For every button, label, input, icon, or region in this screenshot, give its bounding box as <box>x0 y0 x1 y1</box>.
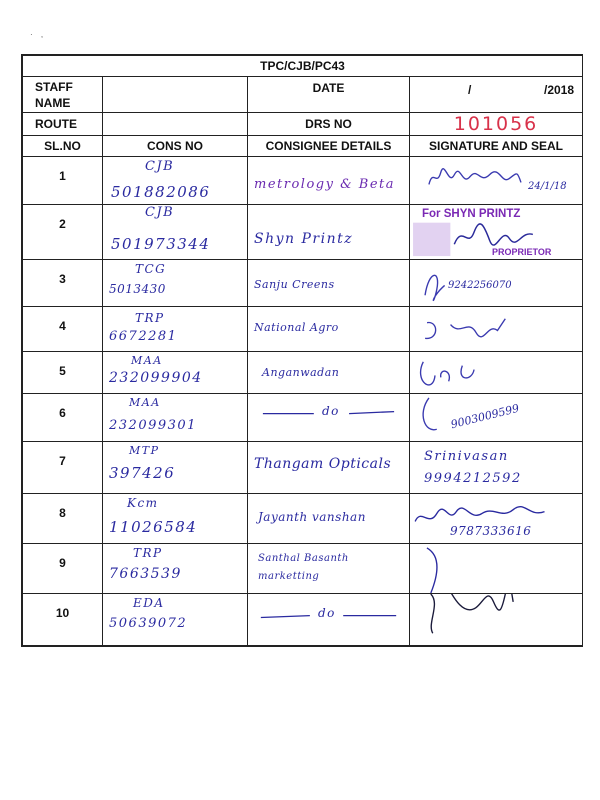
signature-cell[interactable] <box>410 394 583 442</box>
cons-number: 232099301 <box>109 418 197 433</box>
row-sl: 7 <box>23 442 103 494</box>
route-label: ROUTE <box>23 113 103 136</box>
date-value[interactable] <box>410 77 583 113</box>
delivery-run-sheet <box>21 54 583 647</box>
signature-cell[interactable] <box>410 352 583 394</box>
origin-code: MAA <box>131 354 163 367</box>
consignee-ditto: do <box>318 606 336 620</box>
col-consignee: CONSIGNEE DETAILS <box>248 136 410 157</box>
signature-scribble <box>410 307 582 351</box>
signature-cell[interactable] <box>410 157 583 205</box>
cons-cell[interactable] <box>103 442 248 494</box>
table-row <box>23 205 583 260</box>
row-sl: 10 <box>23 594 103 646</box>
consignee-name: Santhal Basanth marketting <box>258 553 349 582</box>
seal-company: For SHYN PRINTZ <box>422 208 521 220</box>
signature-cell[interactable] <box>410 205 583 260</box>
consignee-name: Sanju Creens <box>254 278 335 291</box>
date-year: /2018 <box>543 83 575 97</box>
table-row <box>23 442 583 494</box>
table-row <box>23 494 583 544</box>
origin-code: TRP <box>135 311 165 325</box>
row-sl: 6 <box>23 394 103 442</box>
table-row <box>23 260 583 307</box>
cons-number: 501973344 <box>111 235 211 253</box>
signature-cell[interactable] <box>410 442 583 494</box>
origin-code: TCG <box>135 262 167 276</box>
staff-row <box>23 77 583 113</box>
row-sl: 8 <box>23 494 103 544</box>
origin-code: CJB <box>145 205 175 220</box>
cons-number: 7663539 <box>109 566 182 582</box>
date-separator: / <box>468 83 472 97</box>
drs-label: DRS NO <box>248 113 410 136</box>
cons-number: 6672281 <box>109 329 178 344</box>
cons-cell[interactable] <box>103 352 248 394</box>
row-sl: 4 <box>23 307 103 352</box>
consignee-cell[interactable] <box>248 442 410 494</box>
staff-name-label: STAFF NAME <box>23 77 103 113</box>
consignee-cell[interactable] <box>248 157 410 205</box>
table-row <box>23 394 583 442</box>
route-value[interactable] <box>103 113 248 136</box>
table-row <box>23 594 583 646</box>
origin-code: MTP <box>129 444 160 457</box>
cons-cell[interactable] <box>103 157 248 205</box>
consignee-name: Thangam Opticals <box>254 456 392 472</box>
title-row <box>23 56 583 77</box>
signature-cell[interactable] <box>410 494 583 544</box>
signature-scribble <box>410 352 582 393</box>
consignee-name: Shyn Printz <box>254 231 354 247</box>
consignee-cell[interactable] <box>248 307 410 352</box>
date-label: DATE <box>248 77 410 113</box>
origin-code: MAA <box>129 396 161 409</box>
consignee-ditto: do <box>322 404 340 418</box>
cons-cell[interactable] <box>103 260 248 307</box>
col-sl-no: SL.NO <box>23 136 103 157</box>
origin-code: Kcm <box>127 496 159 510</box>
table-row <box>23 307 583 352</box>
consignee-cell[interactable] <box>248 394 410 442</box>
signature-cell[interactable] <box>410 307 583 352</box>
origin-code: TRP <box>133 546 163 560</box>
form-code: TPC/CJB/PC43 <box>23 56 583 77</box>
cons-cell[interactable] <box>103 394 248 442</box>
table-row <box>23 544 583 594</box>
signature-phone: 9003009599 <box>449 401 521 432</box>
consignee-cell[interactable] <box>248 260 410 307</box>
signature-cell[interactable] <box>410 544 583 594</box>
signature-phone: 9242256070 <box>448 280 512 291</box>
seal-title: PROPRIETOR <box>492 247 552 257</box>
sheet-table <box>22 55 583 646</box>
consignee-cell[interactable] <box>248 544 410 594</box>
col-signature: SIGNATURE AND SEAL <box>410 136 583 157</box>
signature-cell[interactable] <box>410 260 583 307</box>
signature-scribble <box>410 544 582 593</box>
signature-cell[interactable] <box>410 594 583 646</box>
row-sl: 5 <box>23 352 103 394</box>
cons-cell[interactable] <box>103 205 248 260</box>
consignee-name: metrology & Beta <box>254 177 395 192</box>
cons-cell[interactable] <box>103 494 248 544</box>
signature-scribble <box>410 594 582 645</box>
consignee-name: Anganwadan <box>262 366 340 379</box>
origin-code: EDA <box>133 596 165 610</box>
cons-cell[interactable] <box>103 544 248 594</box>
column-header-row <box>23 136 583 157</box>
cons-number: 11026584 <box>109 518 198 536</box>
drs-number-text: 101056 <box>453 113 539 135</box>
cons-number: 501882086 <box>111 183 211 201</box>
consignee-cell[interactable] <box>248 205 410 260</box>
row-sl: 9 <box>23 544 103 594</box>
consignee-cell[interactable] <box>248 594 410 646</box>
cons-number: 232099904 <box>109 370 203 386</box>
consignee-name: Jayanth vanshan <box>258 510 366 524</box>
consignee-cell[interactable] <box>248 494 410 544</box>
staff-name-value[interactable] <box>103 77 248 113</box>
table-row <box>23 157 583 205</box>
consignee-name: National Agro <box>254 321 339 334</box>
row-sl: 2 <box>23 205 103 260</box>
row-sl: 1 <box>23 157 103 205</box>
drs-number[interactable] <box>410 113 583 136</box>
consignee-cell[interactable] <box>248 352 410 394</box>
signature-phone: 9787333616 <box>450 524 532 538</box>
scan-specks: · , <box>30 30 47 39</box>
ditto-lines <box>248 594 409 645</box>
cons-cell[interactable] <box>103 307 248 352</box>
origin-code: CJB <box>145 159 175 174</box>
col-cons-no: CONS NO <box>103 136 248 157</box>
ditto-lines <box>248 394 409 441</box>
table-row <box>23 352 583 394</box>
signature-date: 24/1/18 <box>528 181 567 192</box>
cons-number: 50639072 <box>109 616 188 631</box>
route-row <box>23 113 583 136</box>
cons-number: 5013430 <box>109 282 166 296</box>
row-sl: 3 <box>23 260 103 307</box>
signature-text: Srinivasan 9994212592 <box>424 449 522 486</box>
cons-cell[interactable] <box>103 594 248 646</box>
cons-number: 397426 <box>109 464 176 482</box>
